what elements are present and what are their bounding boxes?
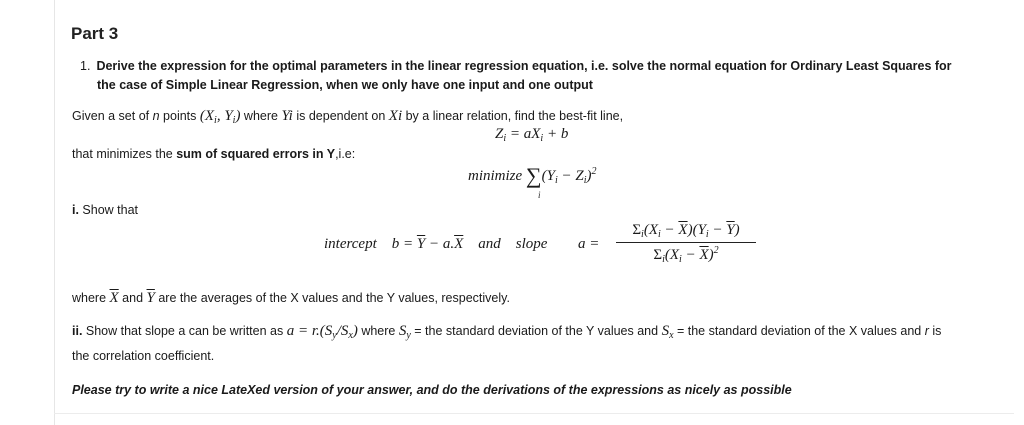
objective-equation: minimize $\sum(Y_i - Z_i)^2$ bbox=[468, 163, 597, 188]
given-where: where bbox=[240, 109, 282, 123]
given-dependent: is dependent on bbox=[292, 109, 389, 123]
question-number: 1. bbox=[80, 59, 91, 73]
and-word: and bbox=[478, 236, 501, 252]
slope-lhs: a = bbox=[578, 236, 600, 252]
final-note: Please try to write a nice LateXed version of your answer, and do the derivations of the expressions as nicely as possible bbox=[72, 383, 792, 397]
sx-symbol: $S_x$ bbox=[661, 323, 674, 341]
given-relation: by a linear relation, find the best-fit line, bbox=[402, 109, 624, 123]
question-text-line2: the case of Simple Linear Regression, when we only have one input and one output bbox=[97, 78, 593, 92]
intercept-word: intercept bbox=[324, 236, 377, 252]
question-text-line1: Derive the expression for the optimal parameters in the linear regression equation, i.e. solve the normal equation for Ordinary Least Squares for bbox=[96, 59, 952, 73]
objective-word: minimize bbox=[468, 168, 523, 184]
intercept-expression: $b = \overline{Y} - a.\overline{X}$ bbox=[391, 236, 464, 252]
given-xi: Xi bbox=[388, 108, 403, 124]
slope-fraction bbox=[616, 222, 756, 265]
x-bar: $\overline{X}$ bbox=[109, 290, 119, 306]
given-n: n bbox=[152, 109, 160, 123]
y-bar: $\overline{Y}$ bbox=[146, 290, 155, 306]
slope-numerator: $\Sigma_i(X_i - \overline{X})(Y_i - \overline{Y})$ bbox=[632, 222, 740, 240]
bottom-divider bbox=[54, 413, 1014, 414]
part-i-text: Show that bbox=[78, 203, 139, 217]
slope-denominator: $\Sigma_i(X_i - \overline{X})^2$ bbox=[653, 245, 719, 265]
given-mid: points bbox=[159, 109, 200, 123]
model-equation: $Z_i = aX_i + b$ bbox=[495, 126, 569, 144]
part-title: Part 3 bbox=[71, 24, 119, 43]
part-i bbox=[72, 203, 138, 217]
slope-word: slope bbox=[515, 236, 548, 252]
sy-symbol: $S_y$ bbox=[398, 323, 411, 341]
given-prefix: Given a set of bbox=[72, 109, 153, 123]
part-i-label: i. bbox=[72, 203, 79, 217]
minimizes-bold: sum of squared errors in Y bbox=[176, 147, 336, 161]
part-ii-line2: the correlation coefficient. bbox=[72, 349, 215, 363]
question-1-line1 bbox=[80, 57, 952, 76]
sum-symbol: ∑ bbox=[525, 163, 542, 188]
intercept-equation bbox=[324, 236, 547, 253]
fraction-bar bbox=[616, 242, 756, 243]
sum-index: i bbox=[538, 190, 541, 200]
given-statement bbox=[72, 108, 623, 126]
r-symbol: r bbox=[924, 324, 929, 338]
minimizes-statement: that minimizes the sum of squared errors in Y,i.e: bbox=[72, 147, 356, 161]
where-statement: where $\overline{X}$ and $\overline{Y}$ are the averages of the X values and the Y values, respectively. bbox=[72, 290, 510, 306]
question-1 bbox=[80, 57, 952, 95]
given-points: ($X_i$, $Y_i$) bbox=[199, 108, 241, 126]
given-yi: Yi bbox=[281, 108, 293, 124]
part-ii: ii. Show that slope a can be written as $a = r.(S_y/S_x)$ where $S_y$ = the standard deviation of the Y values and $S_x$ = the standard deviation of the X values and r is the correlation coefficient. bbox=[72, 321, 941, 366]
part-ii-label: ii. bbox=[72, 324, 83, 338]
slope-formula: $a = r.(S_y/S_x)$ bbox=[286, 323, 358, 341]
